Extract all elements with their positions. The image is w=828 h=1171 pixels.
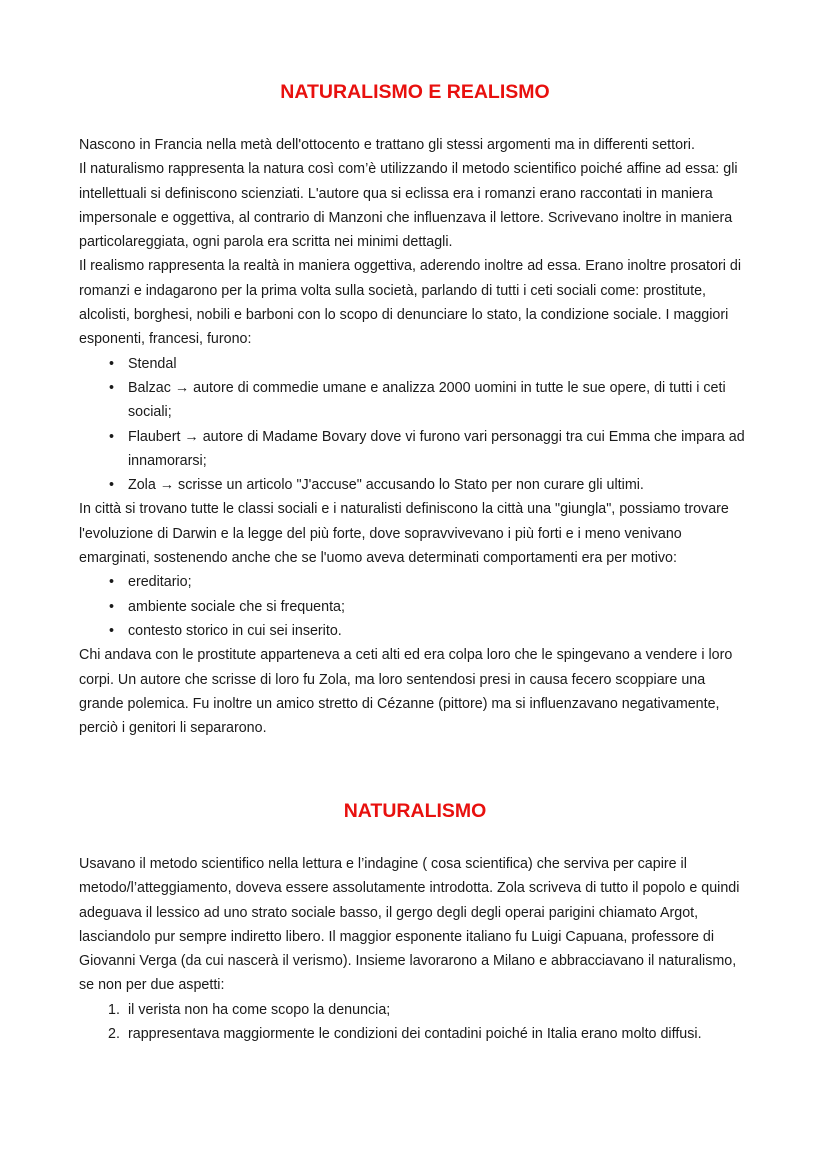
section-title-naturalismo: NATURALISMO xyxy=(343,800,487,822)
list-item: • ereditario; xyxy=(128,570,751,594)
list-item: • Zola → scrisse un articolo "J'accuse" accusando lo Stato per non curare gli ultimi. xyxy=(128,473,751,497)
paragraph: In città si trovano tutte le classi sociali e i naturalisti definiscono la città una "giungla", possiamo trovare l'evoluzione di Darwin e la legge del più forte, dove sopravvivevano i più forti e i meno venivano emarginati, sostenendo anche che se l'uomo aveva determinati comportamenti era per motivo: xyxy=(79,501,729,567)
list-item: • Flaubert → autore di Madame Bovary dove vi furono vari personaggi tra cui Emma che impara ad innamorarsi; xyxy=(128,425,751,474)
section-title-naturalismo-e-realismo: NATURALISMO E REALISMO xyxy=(280,81,550,103)
motives-list xyxy=(79,570,751,643)
list-item: • contesto storico in cui sei inserito. xyxy=(128,619,751,643)
list-item: • ambiente sociale che si frequenta; xyxy=(128,595,751,619)
paragraph: Nascono in Francia nella metà dell'ottocento e trattano gli stessi argomenti ma in differenti settori. xyxy=(79,137,695,153)
section-body-1 xyxy=(79,133,751,740)
paragraph: Il naturalismo rappresenta la natura così com’è utilizzando il metodo scientifico poiché affine ad essa: gli intellettuali si definiscono scienziati. L'autore qua si eclissa era i romanzi erano raccontati in maniera impersonale e oggettiva, al contrario di Manzoni che influenzava il lettore. Scrivevano inoltre in maniera particolareggiata, ogni parola era scritta nei minimi dettagli. xyxy=(79,161,738,251)
paragraph: Il realismo rappresenta la realtà in maniera oggettiva, aderendo inoltre ad essa. Erano inoltre prosatori di romanzi e indagarono per la prima volta sulla società, parlando di tutti i ceti sociali come: prostitute, alcolisti, borghesi, nobili e barboni con lo scopo di denunciare lo stato, la condizione sociale. I maggiori esponenti, francesi, furono: xyxy=(79,258,741,348)
aspects-list xyxy=(79,998,751,1047)
paragraph: Usavano il metodo scientifico nella lettura e l’indagine ( cosa scientifica) che serviva per capire il metodo/l’atteggiamento, doveva essere assolutamente introdotta. Zola scriveva di tutto il popolo e quindi adeguava il lessico ad uno strato sociale basso, il gergo degli degli operai parigini chiamato Argot, lasciandolo pur sempre indiretto libero. Il maggior esponente italiano fu Luigi Capuana, professore di Giovanni Verga (da cui nascerà il verismo). Insieme lavorarono a Milano e abbracciavano il naturalismo, se non per due aspetti: xyxy=(79,856,740,994)
section-body-2 xyxy=(79,852,751,1046)
list-item: il verista non ha come scopo la denuncia; xyxy=(128,1001,391,1018)
list-item: • Balzac → autore di commedie umane e analizza 2000 uomini in tutte le sue opere, di tutti i ceti sociali; xyxy=(128,376,751,425)
list-item: rappresentava maggiormente le condizioni dei contadini poiché in Italia erano molto diffusi. xyxy=(128,1026,702,1043)
paragraph: Chi andava con le prostitute apparteneva a ceti alti ed era colpa loro che le spingevano a vendere i loro corpi. Un autore che scrisse di loro fu Zola, ma loro sentendosi presi in causa fecero scoppiare una grande polemica. Fu inoltre un amico stretto di Cézanne (pittore) ma si influenzavano negativamente, perciò i genitori li separarono. xyxy=(79,647,733,737)
list-item: • Stendal xyxy=(128,352,751,376)
authors-list xyxy=(79,352,751,498)
